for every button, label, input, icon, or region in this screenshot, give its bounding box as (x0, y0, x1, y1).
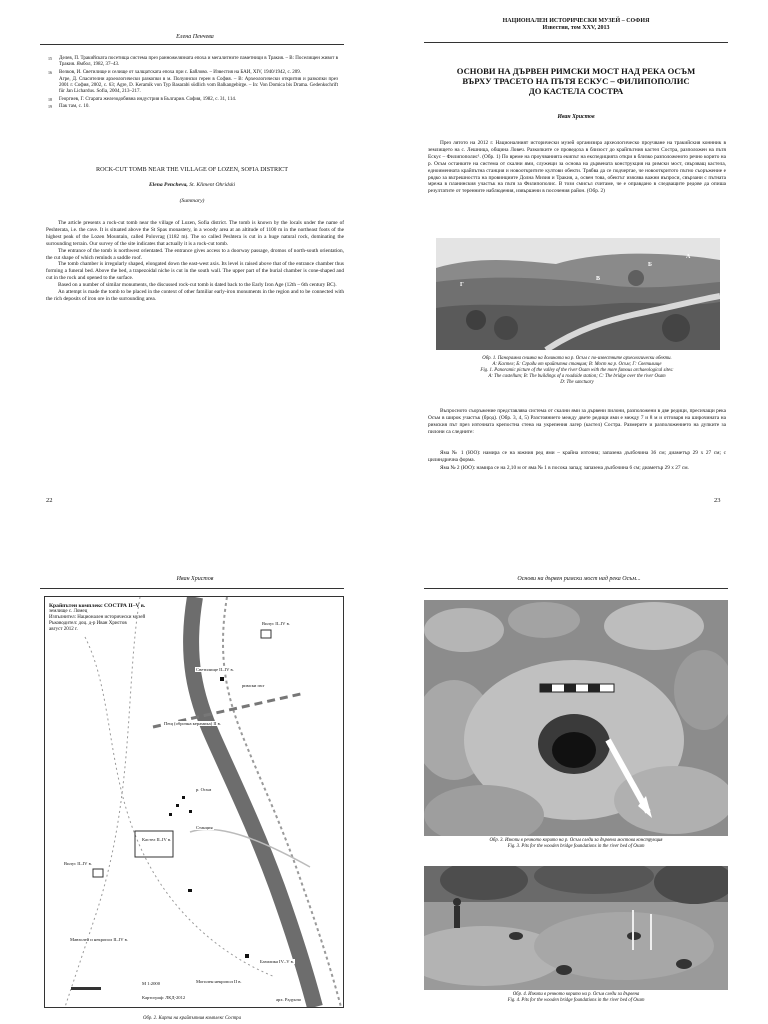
author-line (40, 182, 344, 188)
map-meta-line: Ръководител: доц. д-р Иван Христов (49, 621, 127, 626)
header-rule (40, 588, 344, 589)
title-line-1: ОСНОВИ НА ДЪРВЕН РИМСКИ МОСТ НАД РЕКА ОСЪМ (456, 66, 696, 76)
map-label: Кастел II–IV в. (142, 837, 172, 842)
page-25 (384, 512, 768, 1024)
footnote (48, 70, 338, 76)
figure-3-caption (424, 838, 728, 850)
description-paragraph: Въпросното съоръжение представлява система от скални ями за дървени пилони, разположени в две редици, пресичащи река Осъм в широк участък (брод). (Обр. 3, 4, 5) Разстоянието между двете редици ями е между 7 и 8 м и отговаря на широчината на римския път през източната крепостна стена на укрепения лагер (кастел) Состра. Размерите и разположението на дупките за пилони са следните: (428, 408, 726, 435)
article-title: ROCK-CUT TOMB NEAR THE VILLAGE OF LOZEN, SOFIA DISTRICT (95, 166, 289, 173)
marker-v: В (596, 276, 601, 282)
caption-line: Обр. 1. Панорамна снимка на долината на р. Осъм с по-известните археологически обекти. (482, 356, 672, 361)
caption-line: Fig. 1. Panoramic picture of the valley of the river Osam with the more famous archaeological sites: (480, 368, 674, 373)
intro-paragraph: През лятото на 2012 г. Националният исторически музей организира археологическо проучване на тракийския коннник в землището на с. Лешница, община Ловеч. Разкопките се проведоха в близост до крайпътния кастел Состра, разположен на пътя Ескус – Филипополис¹. (Обр. 1) По време на проучванията екипът на експедицията откри в близко разположеното речно корито на р. Осъм останките на система от скални ями, служещи за основа на дървената конструкция на римски мост, свързващ кастела, едноименната крайпътна станция и новооткритите култови обекти. Трябва да се подчертае, че новооткритото пътно съоръжение е рядко за вътрешността на провинциите Долна Мизия и Тракия, а, освен това, обектът изясява важни въпроси, свързани с пътната мрежа в планинския участък на пътя за Филипополис. В този смисъл считаме, че е оправдано в следващите редове да опиша резултатите от теренните наблюдения, извършени в посочения район. (Обр. 2) (428, 140, 726, 195)
pit-image (424, 600, 728, 836)
running-head: Основи на дървен римски мост над река Осъм... (517, 576, 641, 582)
pit-1-item: Яма № 1 (ЮО): намира се на южния ред ями – крайна източна; запазена дълбочина 36 см; диаметър 29 x 27 см; с цилиндрична форма. (428, 450, 726, 463)
page-22 (0, 0, 384, 512)
journal-head (424, 18, 728, 31)
footnote-text: Делев, П. Тракийската посетища система през ранножелязната епоха и мегалитните паметници в Тракия. – В: Поселищен живот в Тракия. Ямбол, 1982, 37–43. (59, 56, 338, 68)
header-rule (424, 42, 728, 43)
pit-2-item: Яма № 2 (ЮО): намира се на 2,10 м от яма № 1 в посока запад; запазена дълбочина 6 см; диаметър 29 x 27 см. (440, 465, 689, 471)
summary-label: (Summary) (179, 198, 205, 204)
footnote (48, 97, 338, 103)
title-line-3: ДО КАСТЕЛА СОСТРА (528, 86, 624, 96)
footnote-text: Агре, Д. Спасителни археологически разкопки в м. Полуински герен в София. – В: Археологически открития и разкопки през 2001 г. София, 2002, с. 63; Agre, D. Keramik von Typ Basarabi südlich vom Balkangebirge. – In: Von Domica bis Drama. Gedenkschrift für Jan Lichardus. Sofia, 2004, 213–217. (59, 76, 338, 95)
caption-line: Обр. 3. Изкопи в речното корито на р. Осъм следи за дървена мостова конструкция (489, 838, 663, 843)
summary-body (46, 220, 344, 303)
article-title (424, 66, 728, 96)
footnote-number: 16 (48, 69, 52, 75)
header-rule (40, 44, 344, 45)
map-label: арх. Радунчо (276, 997, 302, 1002)
map-metadata (49, 609, 145, 633)
running-head: Иван Христов (176, 576, 214, 582)
footnote-number: 19 (48, 104, 52, 110)
map-label: Базилика IV–V в. (260, 959, 294, 964)
title-line-2: ВЪРХУ ТРАСЕТО НА ПЪТЯ ЕСКУС – ФИЛИПОПОЛИС (462, 76, 690, 86)
figure-2-caption: Обр. 2. Карта на крайпътния комплекс Состра (143, 1016, 241, 1021)
journal-volume: Известия, том XXV, 2013 (542, 25, 610, 31)
map-label: Мавзолей и некропол II–IV в. (70, 937, 128, 942)
map-label: римски път (242, 683, 265, 688)
summary-paragraph: The entrance of the tomb is northwest orientated. The entrance gives access to a doorway passage, dromos of north-south orientation, the cut shape of which reminds a saddle roof. (46, 247, 344, 261)
valley-panorama (436, 238, 720, 350)
map-legend (49, 603, 145, 633)
page-number: 23 (714, 497, 721, 504)
map-label: р. Осъм (196, 787, 212, 792)
map-meta-line: август 2012 г. (49, 627, 78, 632)
panorama-photo (436, 238, 720, 350)
map-title: Крайпътен комплекс СОСТРА II–V в. (49, 603, 146, 609)
summary-paragraph: An attempt is made the tomb to be placed in the context of other familiar early-iron monuments in the region and to be connected with the rich deposits of iron ore in the surrounding area. (46, 289, 344, 302)
caption-line: D: The sanctuary (560, 380, 594, 385)
footnote-text: Велков, И. Светилище и селище от халщатската епоха при с. Байлово. – Известия на БАИ, XIV, 1940/1942, с. 209. (59, 69, 301, 75)
page-23 (384, 0, 768, 512)
map-label: Картограф: ЛКД-2012 (142, 995, 186, 1000)
running-head: Елена Пенчева (176, 34, 214, 40)
footnote (48, 77, 338, 96)
summary-paragraph: The tomb chamber is irregularly shaped, elongated down the east-west axis. Its level is raised above that of the entrance chamber thus forming a funeral bed. Above the bed, a trapezoidal niche is cut in the south wall. The upper part of the burial chamber is cone-shaped and cut in the rock and opened to the surface. (46, 261, 344, 282)
author-name: Иван Христов (557, 114, 595, 120)
map-label: Станция (196, 825, 213, 830)
caption-line: A: The castellum; B: The buildings of a roadside station; C: The bridge over the river Osam (488, 374, 666, 379)
site-map (44, 596, 344, 1008)
figure-4-caption (424, 992, 728, 1004)
map-label: Пещ (оброчна керамика) II в. (164, 721, 221, 726)
footnote-number (48, 77, 56, 96)
overview-image (424, 866, 728, 990)
journal-name: НАЦИОНАЛЕН ИСТОРИЧЕСКИ МУЗЕЙ – СОФИЯ (502, 18, 650, 24)
riverbed-overview-photo (424, 866, 728, 990)
author-affiliation: St. Kliment Ohridski (187, 182, 236, 188)
map-meta-line: Изпълнител: Национален исторически музей (49, 615, 146, 620)
map-label: Светилище II–IV в. (196, 667, 234, 672)
map-label: М 1:2000 (142, 981, 160, 986)
page-24 (0, 512, 384, 1024)
caption-line: Fig. 3. Pits for the wooden bridge foundations in the river bed of Osam (507, 844, 645, 849)
footnote (48, 104, 338, 110)
author-name: Elena Pencheva, (148, 182, 188, 188)
footnote-number: 18 (48, 96, 52, 102)
map-label: Вилус II–IV в. (262, 621, 290, 626)
footnote-text: Георгиев, Г. Старата железодобивна индустрия в България. София, 1982, с. 31, 114. (59, 96, 237, 102)
caption-line: Fig. 4. Pits for the wooden bridge foundations in the river bed of Osam (507, 998, 645, 1003)
map-meta-line: землище с. Ломец (49, 609, 88, 614)
map-label: Могилен некропол II в. (196, 979, 242, 984)
map-label: Вилус II–IV в. (64, 861, 92, 866)
caption-line: А: Кастел; Б: Сгради от крайпътна станция; В: Мост на р. Осъм; Г: Светилище (492, 362, 662, 367)
caption-line: Обр. 4. Изкопи в речното корито на р. Осъм следи за дървена (512, 992, 640, 997)
marker-a: А (686, 254, 691, 260)
marker-b: Б (648, 262, 652, 268)
footnotes (48, 56, 338, 111)
footnote-text: Пак там, с. 10. (59, 104, 90, 110)
page-number: 22 (46, 497, 53, 504)
summary-paragraph: The article presents a rock-cut tomb near the village of Lozen, Sofia district. The tomb is known by the locals under the name of Peshterata, i.e. the cave. It is situated above the St Spas monastery, in a woody area at an altitude of 1100 m in the northeast foots of the highest peak of the Lozen Mountain, called Polovrag (1182 m). The so called Peshtera is cut in a huge natural rock, dominating the surrounding terrain. Our survey of the site indicates that actually it is a rock-cut tomb. (46, 220, 344, 247)
figure-1-caption (428, 356, 726, 386)
footnote (48, 56, 338, 69)
map-drawing (45, 597, 343, 1007)
riverbed-pit-photo (424, 600, 728, 836)
summary-paragraph: Based on a number of similar monuments, the discussed rock-cut tomb is dated back to the Early Iron Age (12th – 6th century BC). (58, 282, 337, 289)
marker-g: Г (460, 282, 464, 288)
footnote-number: 15 (48, 56, 52, 61)
header-rule (424, 588, 728, 589)
